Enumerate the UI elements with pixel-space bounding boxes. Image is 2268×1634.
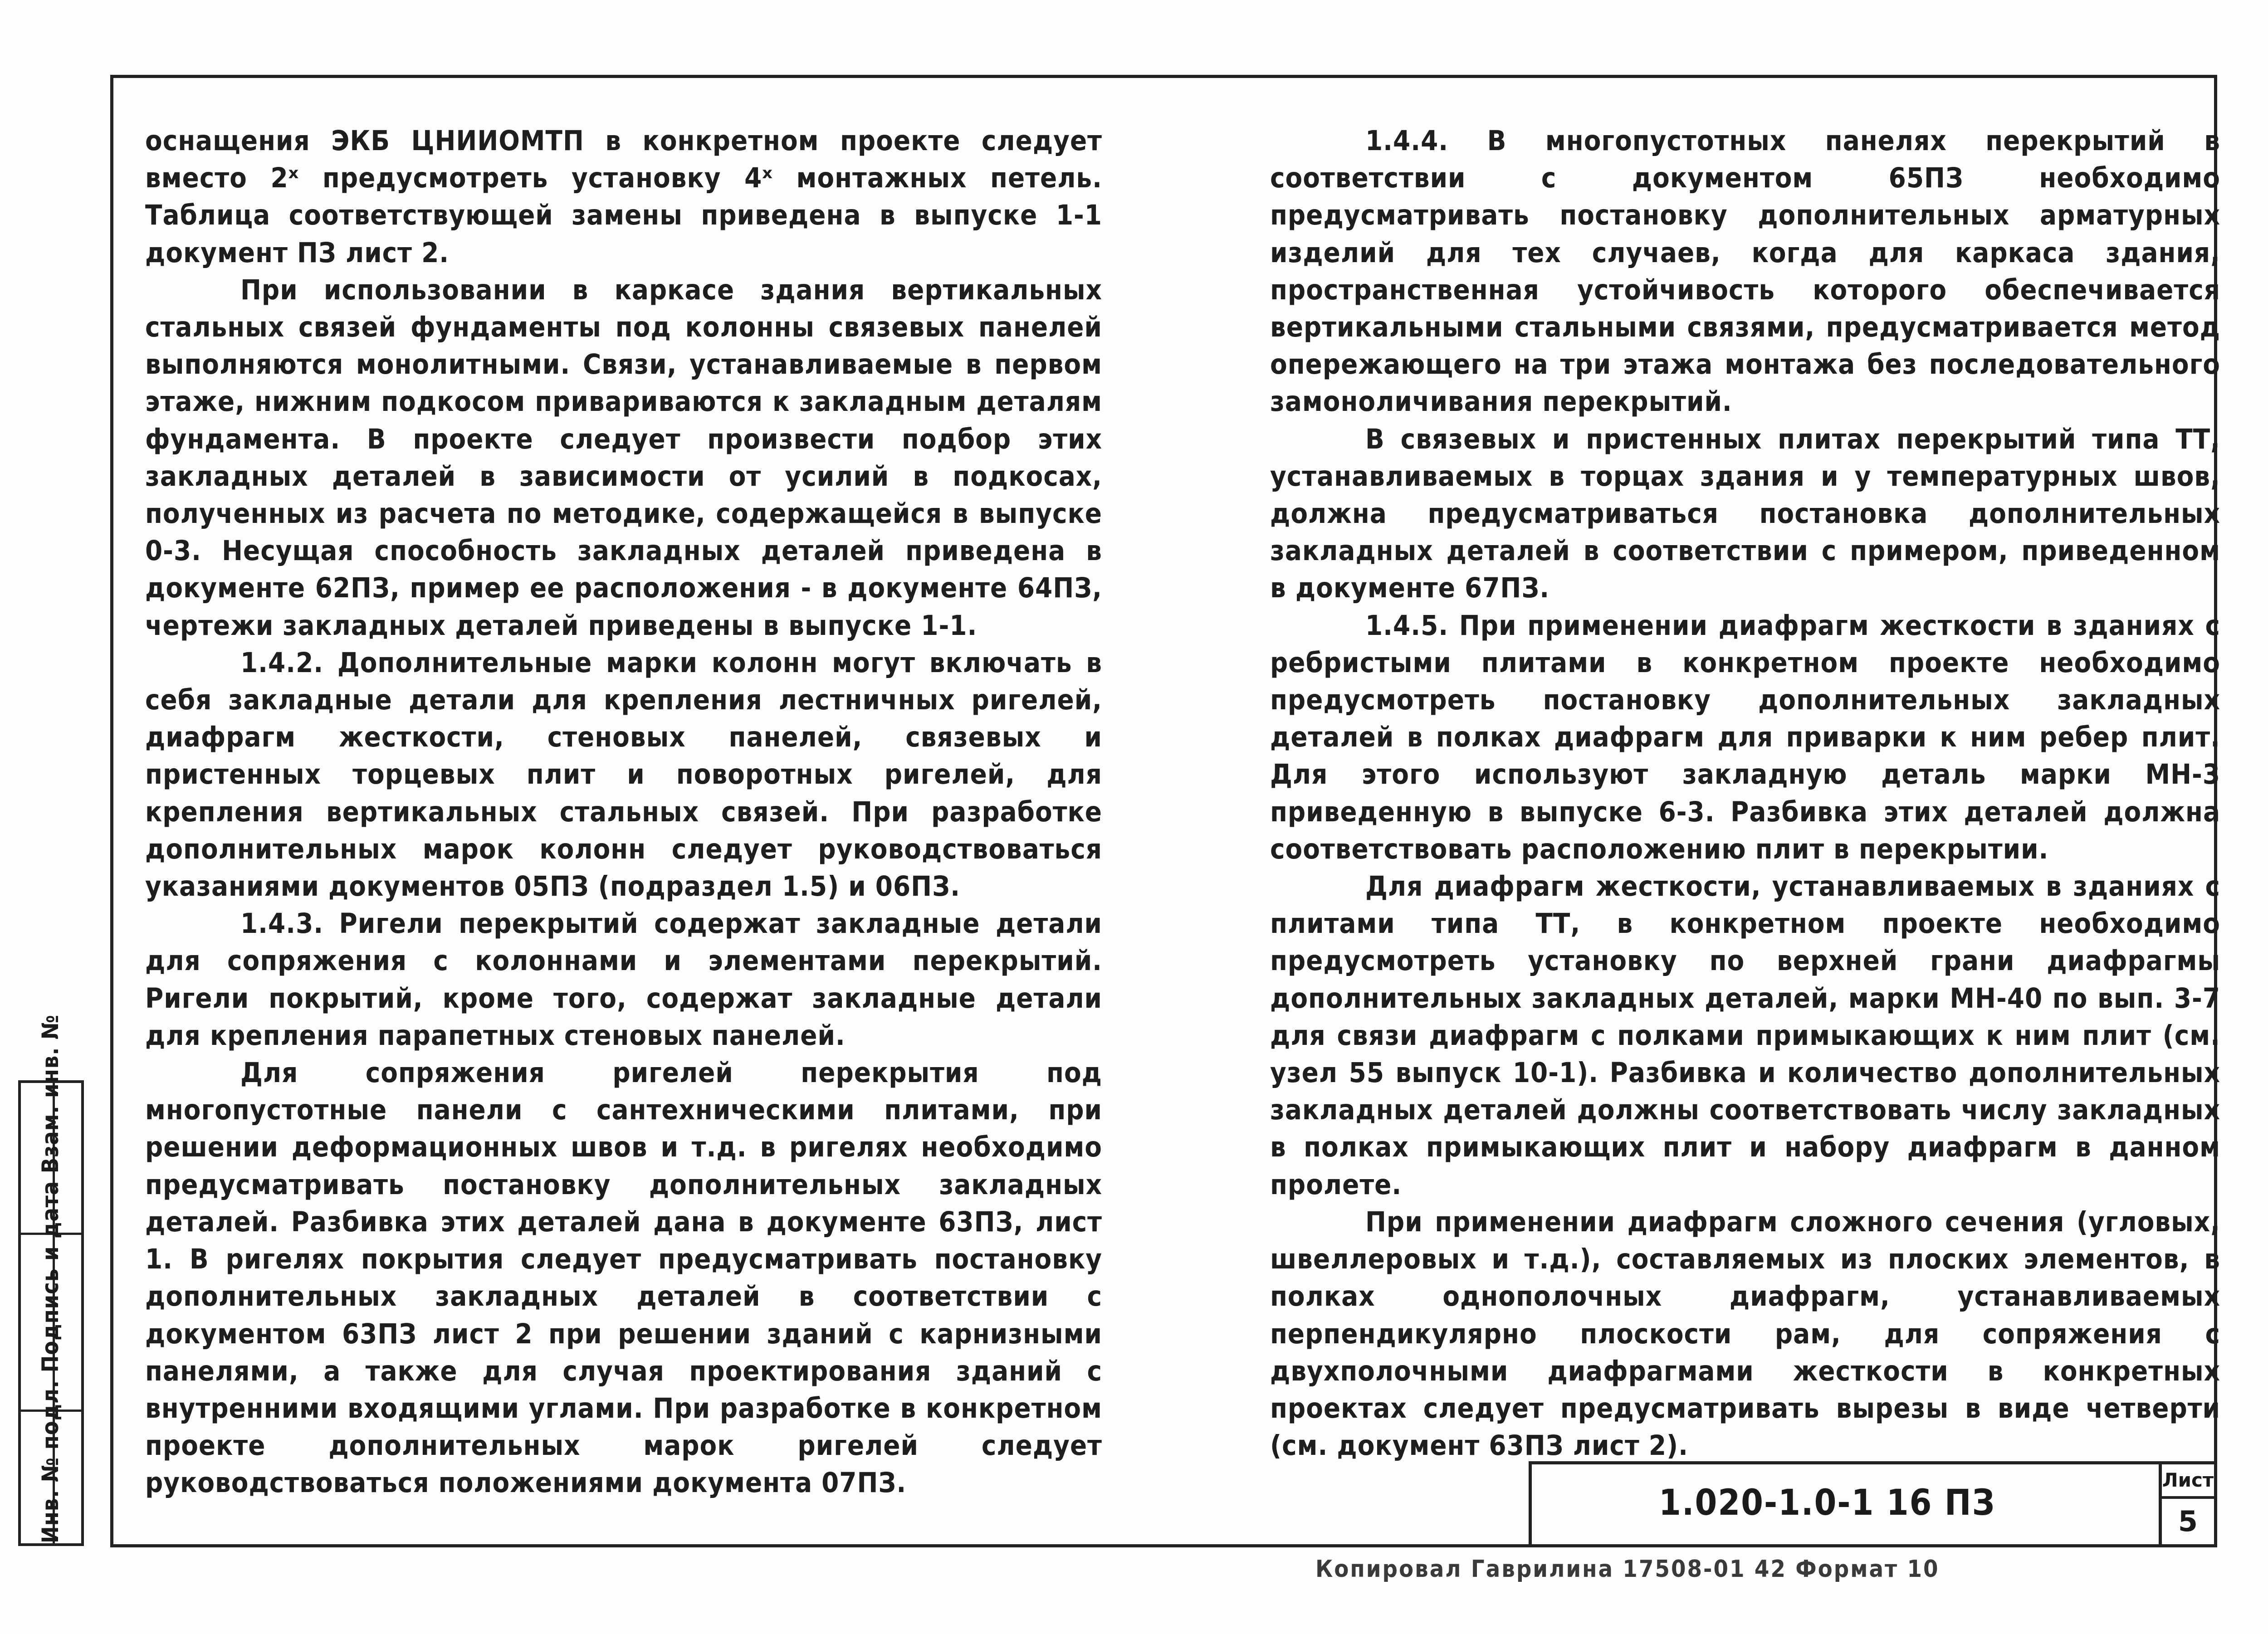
left-text-column <box>145 122 1102 1502</box>
left-paragraph-1: оснащения ЭКБ ЦНИИОМТП в конкретном проекте следует вместо 2ˣ предусмотреть установку 4ˣ монтажных петель. Таблица соответствующей замены приведена в выпуске 1-1 документ ПЗ лист 2. <box>145 125 1102 269</box>
document-code: 1.020-1.0-1 16 ПЗ <box>1659 1483 1996 1523</box>
right-paragraph-3: 1.4.5. При применении диафрагм жесткости в зданиях с ребристыми плитами в конкретном проекте необходимо предусмотреть постановку дополнительных закладных деталей в полках диафрагм для приварки к ним ребер плит. Для этого используют закладную деталь марки МН-3 приведенную в выпуске 6-3. Разбивка этих деталей должна соответствовать расположению плит в перекрытии. <box>1270 609 2220 865</box>
left-paragraph-3: 1.4.2. Дополнительные марки колонн могут включать в себя закладные детали для крепления лестничных ригелей, диафрагм жесткости, стеновых панелей, связевых и пристенных торцевых плит и поворотных ригелей, для крепления вертикальных стальных связей. При разработке дополнительных марок колонн следует руководствоваться указаниями документов 05ПЗ (подраздел 1.5) и 06ПЗ. <box>145 646 1102 903</box>
right-paragraph-4: Для диафрагм жесткости, устанавливаемых в зданиях с плитами типа ТТ, в конкретном проекте необходимо предусмотреть установку по верхней грани диафрагмы дополнительных закладных деталей, марки МН-40 по вып. 3-7 для связи диафрагм с полками примыкающих к ним плит (см. узел 55 выпуск 10-1). Разбивка и количество дополнительных закладных деталей должны соответствовать числу закладных в полках примыкающих плит и набору диафрагм в данном пролете. <box>1270 870 2220 1201</box>
left-paragraph-2: При использовании в каркасе здания вертикальных стальных связей фундаменты под колонны связевых панелей выполняются монолитными. Связи, устанавливаемые в первом этаже, нижним подкосом привариваются к закладным деталям фундамента. В проекте следует произвести подбор этих закладных деталей в зависимости от усилий в подкосах, полученных из расчета по методике, содержащейся в выпуске 0-3. Несущая способность закладных деталей приведена в документе 62ПЗ, пример ее расположения - в документе 64ПЗ, чертежи закладных деталей приведены в выпуске 1-1. <box>145 273 1102 642</box>
copy-format-note: Копировал Гаврилина 17508-01 42 Формат 10 <box>1315 1556 1940 1583</box>
margin-stamp-strip <box>18 1014 84 1546</box>
sheet-number: 5 <box>2178 1505 2198 1538</box>
right-paragraph-5: При применении диафрагм сложного сечения (угловых, швеллеровых и т.д.), составляемых из плоских элементов, в полках однополочных диафрагм, устанавливаемых перпендикулярно плоскости рам, для сопряжения с двухполочными диафрагмами жесткости в конкретных проектах следует предусматривать вырезы в виде четверти (см. документ 63ПЗ лист 2). <box>1270 1205 2220 1462</box>
sheet-number-box <box>2159 1464 2217 1547</box>
margin-stamp-label: Инв. № подл. Подпись и дата Взам. инв. № <box>37 1014 64 1543</box>
sheet-label: Лист <box>2162 1464 2214 1499</box>
left-paragraph-5: Для сопряжения ригелей перекрытия под многопустотные панели с сантехническими плитами, при решении деформационных швов и т.д. в ригелях необходимо предусматривать постановку дополнительных закладных деталей. Разбивка этих деталей дана в документе 63ПЗ, лист 1. В ригелях покрытия следует предусматривать постановку дополнительных закладных деталей в соответствии с документом 63ПЗ лист 2 при решении зданий с карнизными панелями, а также для случая проектирования зданий с внутренними входящими углами. При разработке в конкретном проекте дополнительных марок ригелей следует руководствоваться положениями документа 07ПЗ. <box>145 1057 1102 1499</box>
left-paragraph-4: 1.4.3. Ригели перекрытий содержат закладные детали для сопряжения с колоннами и элементами перекрытий. Ригели покрытий, кроме того, содержат закладные детали для крепления парапетных стеновых панелей. <box>145 907 1102 1052</box>
title-block <box>1529 1461 2217 1547</box>
right-paragraph-2: В связевых и пристенных плитах перекрытий типа ТТ, устанавливаемых в торцах здания и у температурных швов, должна предусматриваться постановка дополнительных закладных деталей в соответствии с примером, приведенном в документе 67ПЗ. <box>1270 423 2220 605</box>
right-text-column <box>1270 122 2220 1464</box>
right-paragraph-1: 1.4.4. В многопустотных панелях перекрытий в соответствии с документом 65ПЗ необходимо предусматривать постановку дополнительных арматурных изделий для тех случаев, когда для каркаса здания, пространственная устойчивость которого обеспечивается вертикальными стальными связями, предусматривается метод опережающего на три этажа монтажа без последовательного замоноличивания перекрытий. <box>1270 125 2220 418</box>
